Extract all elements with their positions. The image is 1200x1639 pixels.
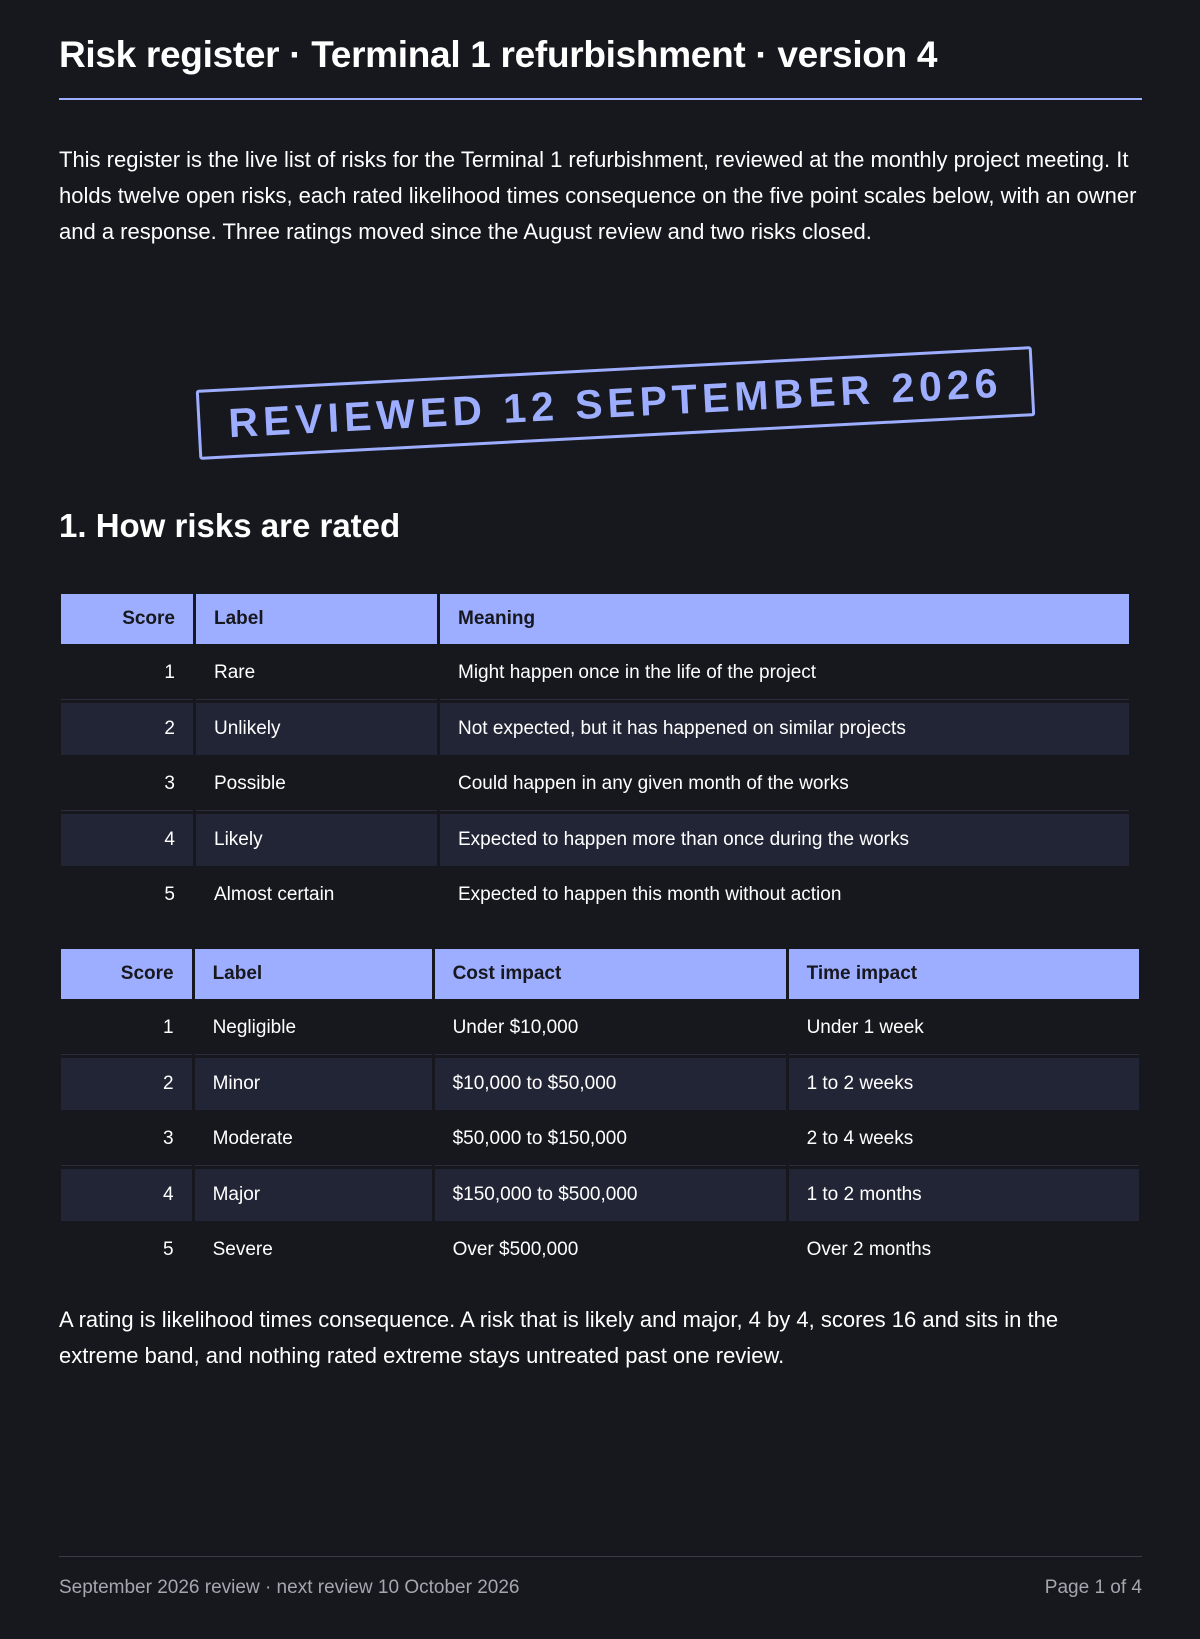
meaning-cell: Might happen once in the life of the project bbox=[440, 647, 1129, 700]
meaning-cell: Not expected, but it has happened on similar projects bbox=[440, 703, 1129, 755]
intro-paragraph: This register is the live list of risks for the Terminal 1 refurbishment, reviewed at the monthly project meeting. It holds twelve open risks, each rated likelihood times consequence on the five point scales below, with an owner and a response. Three ratings moved since the August review and two risks closed. bbox=[59, 147, 1137, 244]
score-cell: 3 bbox=[61, 758, 193, 811]
column-header-score: Score bbox=[61, 949, 192, 999]
column-header-meaning: Meaning bbox=[440, 594, 1129, 644]
score-cell: 5 bbox=[163, 1239, 174, 1260]
table-row bbox=[61, 758, 1129, 811]
review-stamp-container bbox=[197, 359, 1004, 447]
time-impact-cell: 1 to 2 months bbox=[789, 1169, 1139, 1221]
table-row bbox=[61, 703, 1129, 755]
table-row bbox=[61, 1224, 1139, 1276]
consequence-table bbox=[58, 946, 1142, 1279]
score-cell: 4 bbox=[61, 814, 193, 866]
meaning-cell: Could happen in any given month of the works bbox=[440, 758, 1129, 811]
time-impact-cell: Under 1 week bbox=[789, 1002, 1139, 1055]
review-stamp: REVIEWED 12 SEPTEMBER 2026 bbox=[196, 346, 1035, 460]
document-title: Risk register · Terminal 1 refurbishment · version 4 bbox=[59, 34, 938, 75]
column-header-time-impact: Time impact bbox=[789, 949, 1139, 999]
cost-impact-cell: Under $10,000 bbox=[435, 1002, 786, 1055]
time-impact-cell: 1 to 2 weeks bbox=[789, 1058, 1139, 1110]
score-cell: 2 bbox=[61, 703, 193, 755]
score-cell: 5 bbox=[164, 884, 175, 905]
table-row bbox=[61, 1169, 1139, 1221]
label-cell: Moderate bbox=[195, 1113, 432, 1166]
rating-explanation: A rating is likelihood times consequence. A risk that is likely and major, 4 by 4, scores 16 and sits in the extreme band, and nothing rated extreme stays untreated past one review. bbox=[59, 1307, 1059, 1368]
score-cell: 4 bbox=[61, 1169, 192, 1221]
label-cell: Minor bbox=[195, 1058, 432, 1110]
title-divider bbox=[59, 98, 1142, 100]
score-cell: 2 bbox=[61, 1058, 192, 1110]
label-cell: Almost certain bbox=[214, 884, 335, 905]
table-header-row bbox=[61, 949, 1139, 999]
score-cell: 1 bbox=[61, 1002, 192, 1055]
column-header-cost-impact: Cost impact bbox=[435, 949, 786, 999]
label-cell: Severe bbox=[212, 1239, 273, 1260]
likelihood-table bbox=[58, 591, 1132, 924]
table-row bbox=[61, 1002, 1139, 1055]
column-header-label: Label bbox=[195, 949, 432, 999]
meaning-cell: Expected to happen this month without action bbox=[458, 884, 842, 905]
table-row bbox=[61, 869, 1129, 921]
table-row bbox=[61, 1058, 1139, 1110]
label-cell: Negligible bbox=[195, 1002, 432, 1055]
score-cell: 3 bbox=[61, 1113, 192, 1166]
footer-divider bbox=[59, 1556, 1142, 1557]
cost-impact-cell: $10,000 to $50,000 bbox=[435, 1058, 786, 1110]
section-heading: 1. How risks are rated bbox=[59, 507, 401, 544]
table-row bbox=[61, 647, 1129, 700]
cost-impact-cell: $50,000 to $150,000 bbox=[435, 1113, 786, 1166]
label-cell: Major bbox=[195, 1169, 432, 1221]
column-header-label: Label bbox=[196, 594, 437, 644]
cost-impact-cell: $150,000 to $500,000 bbox=[435, 1169, 786, 1221]
score-cell: 1 bbox=[61, 647, 193, 700]
label-cell: Rare bbox=[196, 647, 437, 700]
label-cell: Likely bbox=[196, 814, 437, 866]
label-cell: Unlikely bbox=[196, 703, 437, 755]
cost-impact-cell: Over $500,000 bbox=[452, 1239, 579, 1260]
label-cell: Possible bbox=[196, 758, 437, 811]
time-impact-cell: Over 2 months bbox=[806, 1239, 932, 1260]
table-row bbox=[61, 814, 1129, 866]
column-header-score: Score bbox=[61, 594, 193, 644]
page-number: Page 1 of 4 bbox=[1044, 1577, 1142, 1598]
time-impact-cell: 2 to 4 weeks bbox=[789, 1113, 1139, 1166]
table-row bbox=[61, 1113, 1139, 1166]
meaning-cell: Expected to happen more than once during the works bbox=[440, 814, 1129, 866]
footer-review-info: September 2026 review · next review 10 October 2026 bbox=[59, 1577, 520, 1598]
table-header-row bbox=[61, 594, 1129, 644]
